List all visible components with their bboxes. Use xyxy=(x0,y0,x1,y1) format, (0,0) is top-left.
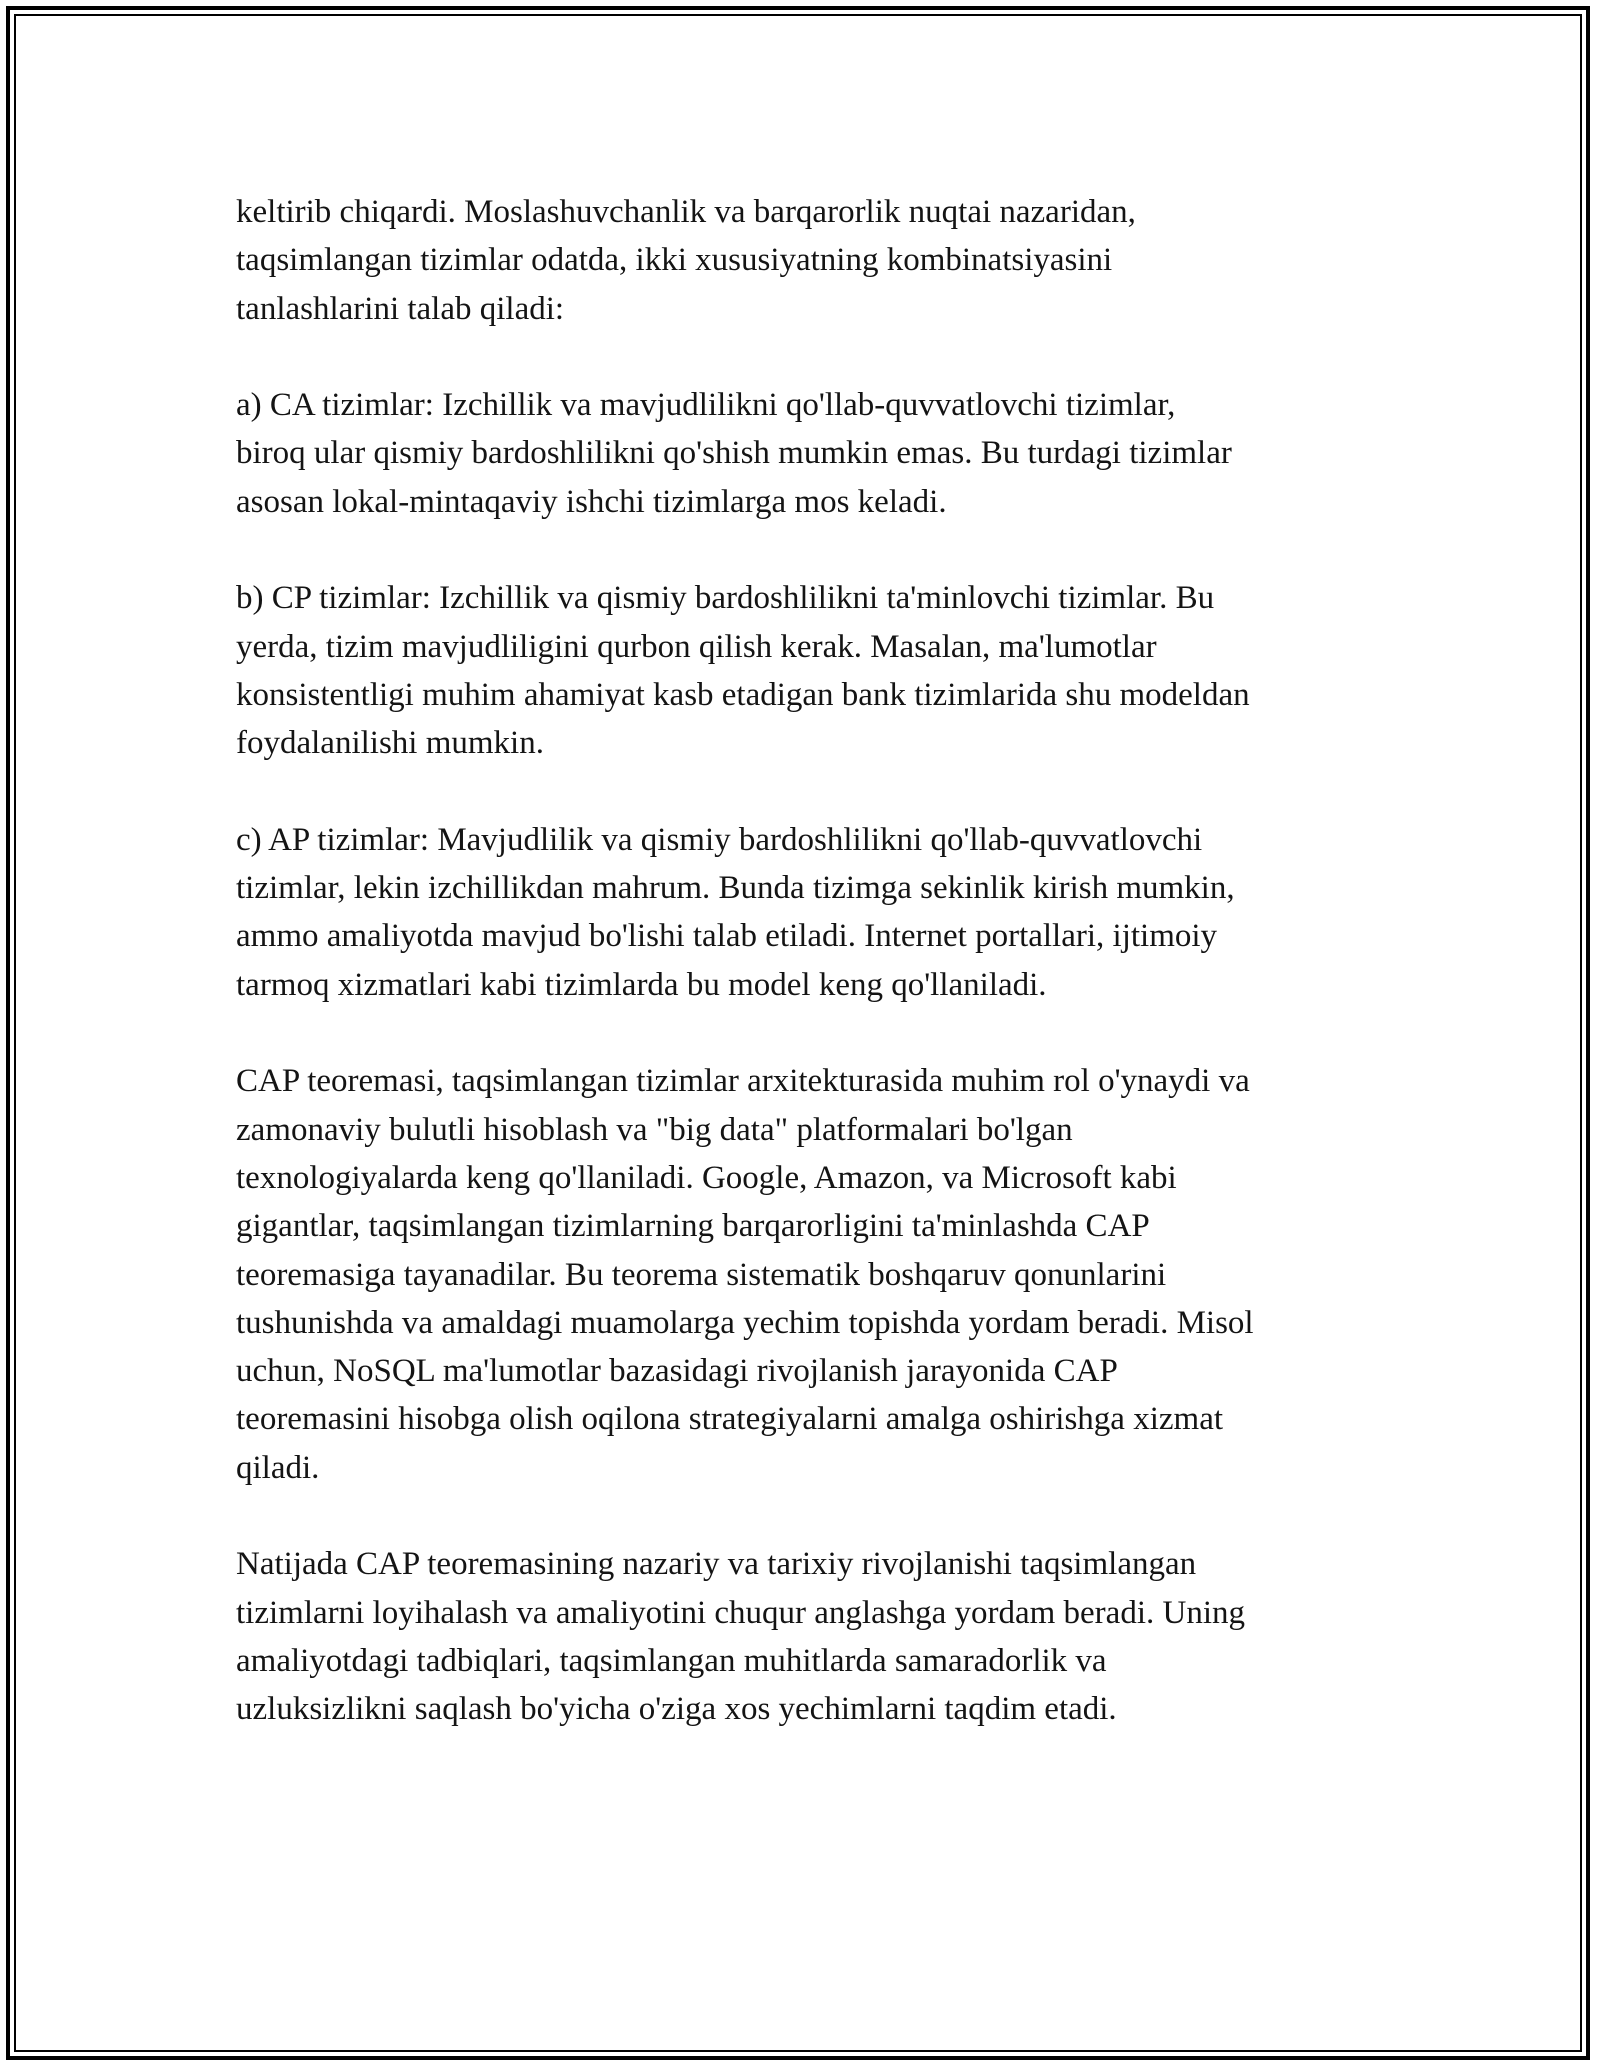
document-body xyxy=(236,188,1386,1782)
paragraph-cap-usage: CAP teoremasi, taqsimlangan tizimlar arxitekturasida muhim rol o'ynaydi va zamonaviy bulutli hisoblash va "big data" platformalari bo'lgan texnologiyalarda keng qo'llaniladi. Google, Amazon, va Microsoft kabi gigantlar, taqsimlangan tizimlarning barqarorligini ta'minlashda CAP teoremasiga tayanadilar. Bu teorema sistematik boshqaruv qonunlarini tushunishda va amaldagi muamolarga yechim topishda yordam beradi. Misol uchun, NoSQL ma'lumotlar bazasidagi rivojlanish jarayonida CAP teoremasini hisobga olish oqilona strategiyalarni amalga oshirishga xizmat qiladi. xyxy=(236,1063,1254,1486)
paragraph-conclusion: Natijada CAP teoremasining nazariy va tarixiy rivojlanishi taqsimlangan tizimlarni loyihalash va amaliyotini chuqur anglashga yordam beradi. Uning amaliyotdagi tadbiqlari, taqsimlangan muhitlarda samaradorlik va uzluksizlikni saqlash bo'yicha o'ziga xos yechimlarni taqdim etadi. xyxy=(236,1546,1245,1728)
paragraph-ca-systems: a) CA tizimlar: Izchillik va mavjudlilikni qo'llab-quvvatlovchi tizimlar, biroq ular qismiy bardoshlilikni qo'shish mumkin emas. Bu turdagi tizimlar asosan lokal-mintaqaviy ishchi tizimlarga mos keladi. xyxy=(236,387,1232,520)
paragraph-cp-systems: b) CP tizimlar: Izchillik va qismiy bardoshlilikni ta'minlovchi tizimlar. Bu yerda, tizim mavjudliligini qurbon qilish kerak. Masalan, ma'lumotlar konsistentligi muhim ahamiyat kasb etadigan bank tizimlarida shu modeldan foydalanilishi mumkin. xyxy=(236,580,1250,762)
paragraph-ap-systems: c) AP tizimlar: Mavjudlilik va qismiy bardoshlilikni qo'llab-quvvatlovchi tizimlar, lekin izchillikdan mahrum. Bunda tizimga sekinlik kirish mumkin, ammo amaliyotda mavjud bo'lishi talab etiladi. Internet portallari, ijtimoiy tarmoq xizmatlari kabi tizimlarda bu model keng qo'llaniladi. xyxy=(236,821,1235,1003)
paragraph-intro: keltirib chiqardi. Moslashuvchanlik va barqarorlik nuqtai nazaridan, taqsimlangan tizimlar odatda, ikki xususiyatning kombinatsiyasini tanlashlarini talab qiladi: xyxy=(236,194,1136,327)
